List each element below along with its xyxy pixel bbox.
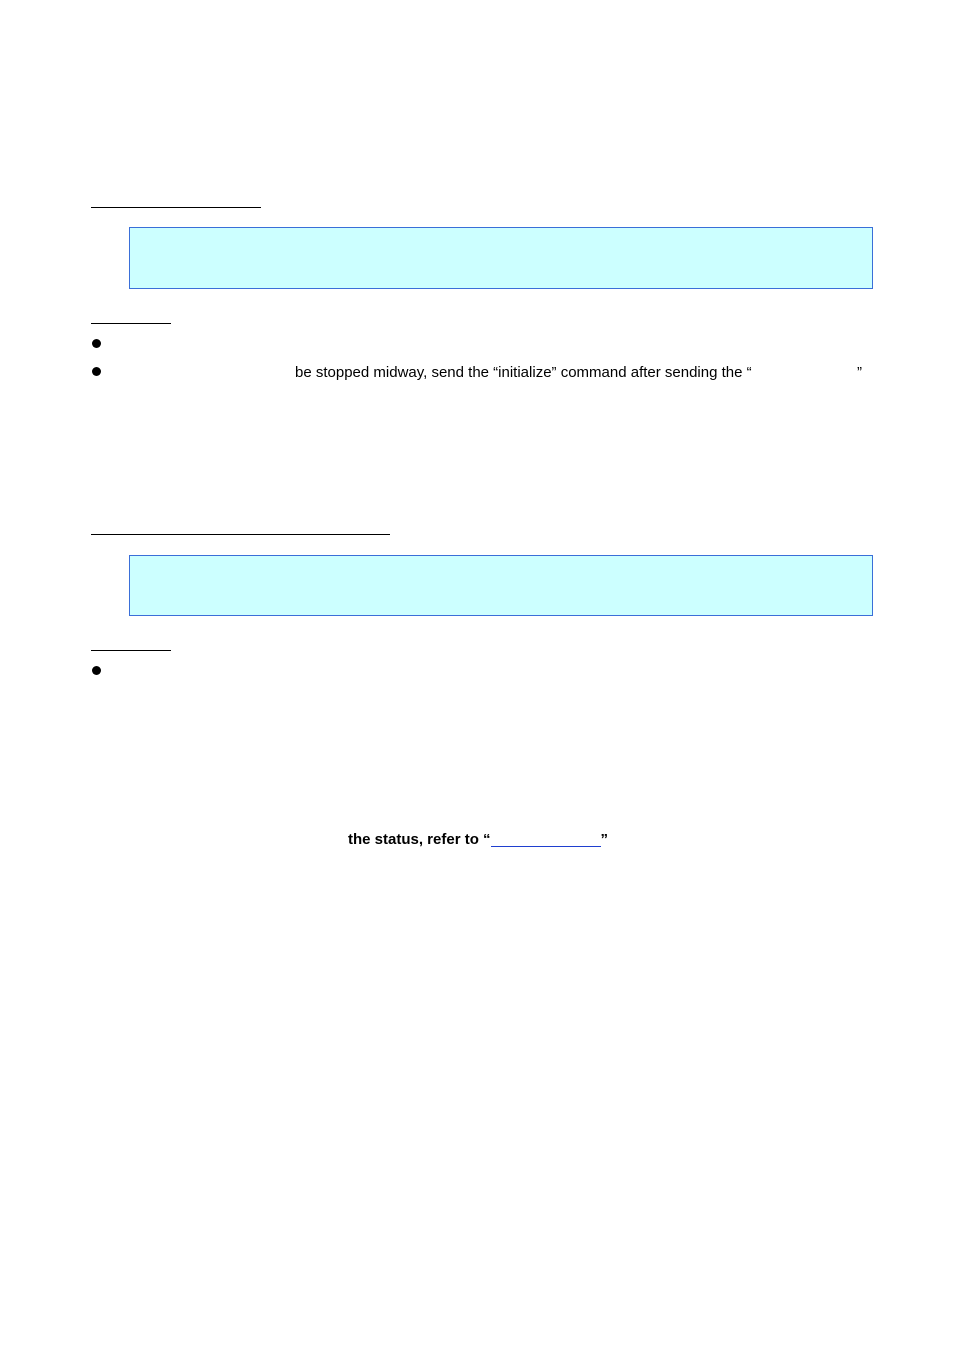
section-1-bullet-1-icon (92, 339, 101, 348)
status-reference-link[interactable] (491, 831, 601, 847)
section-2-heading-underline (91, 534, 390, 535)
status-note-prefix: the status, refer to “ (348, 831, 491, 848)
section-1-note-underline (91, 323, 171, 324)
section-1-heading-underline (91, 207, 261, 208)
section-2-note-underline (91, 650, 171, 651)
section-2-command-box (129, 555, 873, 616)
section-2-status-note (348, 831, 608, 849)
section-1-command-box (129, 227, 873, 289)
section-1-bullet-2-text: be stopped midway, send the “initialize” command after sending the “ (295, 364, 752, 381)
section-1-bullet-2-close-quote: ” (857, 364, 862, 381)
section-2-bullet-1-icon (92, 666, 101, 675)
section-1-bullet-2-icon (92, 367, 101, 376)
status-note-suffix: ” (600, 831, 609, 848)
